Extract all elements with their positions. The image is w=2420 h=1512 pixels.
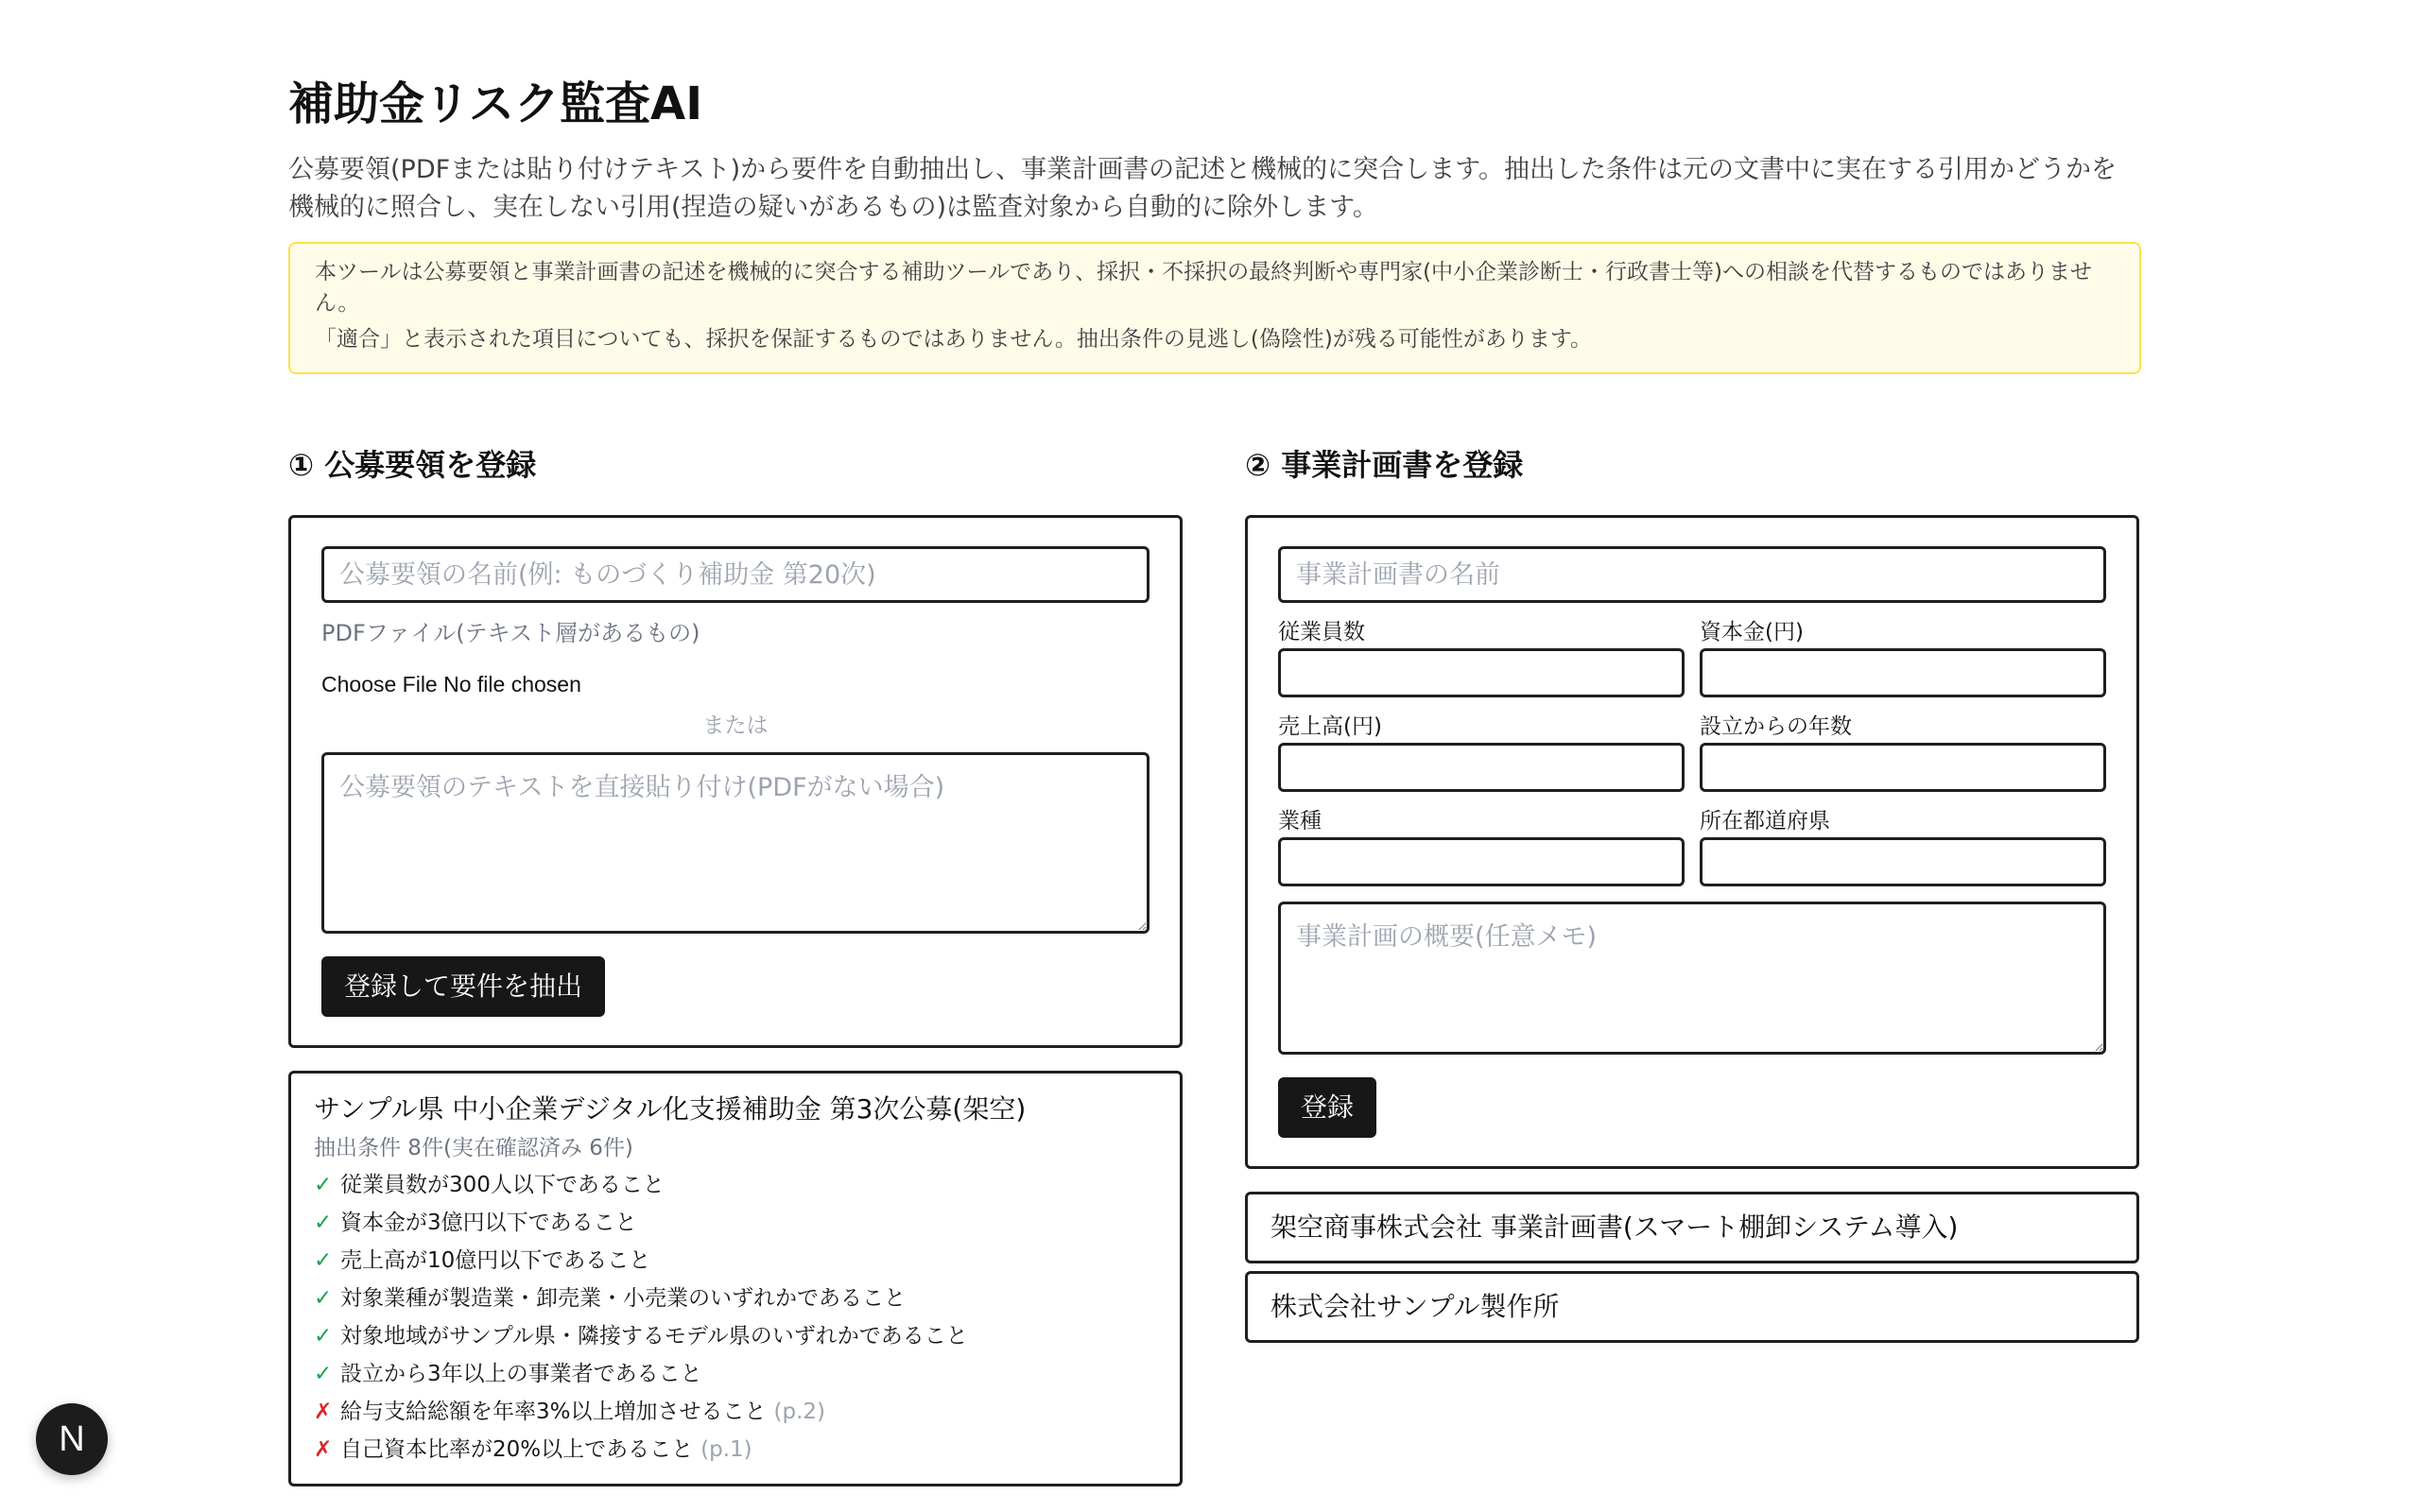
industry-input[interactable] [1278, 837, 1685, 886]
condition-item [314, 1166, 1157, 1204]
registered-plans [1245, 1192, 2139, 1343]
check-icon: ✓ [314, 1286, 333, 1311]
cross-icon: ✗ [314, 1437, 333, 1462]
years-input[interactable] [1700, 743, 2106, 792]
page [288, 68, 2141, 1501]
years-label: 設立からの年数 [1700, 714, 1852, 739]
prefecture-input[interactable] [1700, 837, 2106, 886]
capital-input[interactable] [1700, 648, 2106, 697]
check-icon: ✓ [314, 1248, 333, 1273]
pdf-file-label: PDFファイル(テキスト層があるもの) [321, 620, 700, 646]
choose-file-button[interactable]: Choose File [321, 672, 438, 696]
registered-plan-item[interactable]: 株式会社サンプル製作所 [1245, 1271, 2139, 1343]
check-icon: ✓ [314, 1362, 333, 1386]
prefecture-field [1700, 805, 2106, 886]
condition-item [314, 1242, 1157, 1280]
sales-field [1278, 711, 1685, 792]
cross-icon: ✗ [314, 1400, 333, 1424]
disclaimer-notice [288, 242, 2141, 374]
condition-item [314, 1393, 1157, 1431]
register-plan-button[interactable]: 登録 [1278, 1077, 1376, 1138]
page-description: 公募要領(PDFまたは貼り付けテキスト)から要件を自動抽出し、事業計画書の記述と機械的に突合します。抽出した条件は元の文書中に実在する引用かどうかを機械的に照合し、実在しない引用(捏造の疑いがあるもの)は監査対象から自動的に除外します。 [288, 155, 2117, 222]
sales-input[interactable] [1278, 743, 1685, 792]
extraction-count: 抽出条件 8件(実在確認済み 6件) [314, 1136, 633, 1160]
capital-field [1700, 616, 2106, 697]
page-title: 補助金リスク監査AI [288, 77, 703, 130]
condition-text: 自己資本比率が20%以上であること [340, 1437, 694, 1462]
registered-plan-item[interactable]: 架空商事株式会社 事業計画書(スマート棚卸システム導入) [1245, 1192, 2139, 1263]
condition-item [314, 1431, 1157, 1469]
condition-text: 売上高が10億円以下であること [340, 1248, 651, 1273]
check-icon: ✓ [314, 1324, 333, 1349]
guideline-name-input[interactable] [321, 546, 1150, 603]
prefecture-label: 所在都道府県 [1700, 809, 1830, 833]
plan-name-input[interactable] [1278, 546, 2106, 603]
plan-form [1245, 515, 2139, 1169]
file-picker[interactable] [321, 667, 1150, 701]
condition-text: 資本金が3億円以下であること [340, 1211, 637, 1235]
condition-text: 対象業種が製造業・卸売業・小売業のいずれかであること [340, 1286, 906, 1311]
condition-item [314, 1280, 1157, 1317]
nextjs-dev-badge[interactable]: N [36, 1403, 108, 1475]
industry-label: 業種 [1278, 809, 1322, 833]
check-icon: ✓ [314, 1211, 333, 1235]
condition-text: 給与支給総額を年率3%以上増加させること [340, 1400, 767, 1424]
guideline-heading: ① 公募要領を登録 [288, 447, 537, 483]
employees-field [1278, 616, 1685, 697]
capital-label: 資本金(円) [1700, 620, 1804, 644]
page-reference: (p.2) [773, 1400, 825, 1424]
condition-item [314, 1204, 1157, 1242]
condition-item [314, 1355, 1157, 1393]
sales-label: 売上高(円) [1278, 714, 1382, 739]
plan-heading: ② 事業計画書を登録 [1245, 447, 1524, 483]
page-reference: (p.1) [700, 1437, 752, 1462]
notice-line: 「適合」と表示された項目についても、採択を保証するものではありません。抽出条件の見逃し(偽陰性)が残る可能性があります。 [315, 327, 1593, 352]
condition-item [314, 1317, 1157, 1355]
condition-list [314, 1166, 1157, 1469]
guideline-summary-card[interactable] [288, 1071, 1183, 1486]
register-extract-button[interactable]: 登録して要件を抽出 [321, 956, 605, 1017]
plan-column [1245, 442, 2139, 1343]
guideline-column [288, 442, 1183, 1486]
condition-text: 従業員数が300人以下であること [340, 1173, 665, 1197]
employees-label: 従業員数 [1278, 620, 1365, 644]
plan-memo-input[interactable] [1278, 902, 2106, 1055]
years-field [1700, 711, 2106, 792]
guideline-summary-title: サンプル県 中小企業デジタル化支援補助金 第3次公募(架空) [314, 1093, 1027, 1125]
notice-line: 本ツールは公募要領と事業計画書の記述を機械的に突合する補助ツールであり、採択・不採択の最終判断や専門家(中小企業診断士・行政書士等)への相談を代替するものではありません。 [315, 260, 2093, 316]
check-icon: ✓ [314, 1173, 333, 1197]
plan-fields [1278, 616, 2106, 900]
condition-text: 対象地域がサンプル県・隣接するモデル県のいずれかであること [340, 1324, 968, 1349]
condition-text: 設立から3年以上の事業者であること [340, 1362, 702, 1386]
guideline-form [288, 515, 1183, 1048]
guideline-text-input[interactable] [321, 752, 1150, 934]
main-columns [288, 442, 2141, 1501]
or-divider: または [702, 713, 769, 738]
no-file-text: No file chosen [443, 672, 581, 696]
employees-input[interactable] [1278, 648, 1685, 697]
industry-field [1278, 805, 1685, 886]
